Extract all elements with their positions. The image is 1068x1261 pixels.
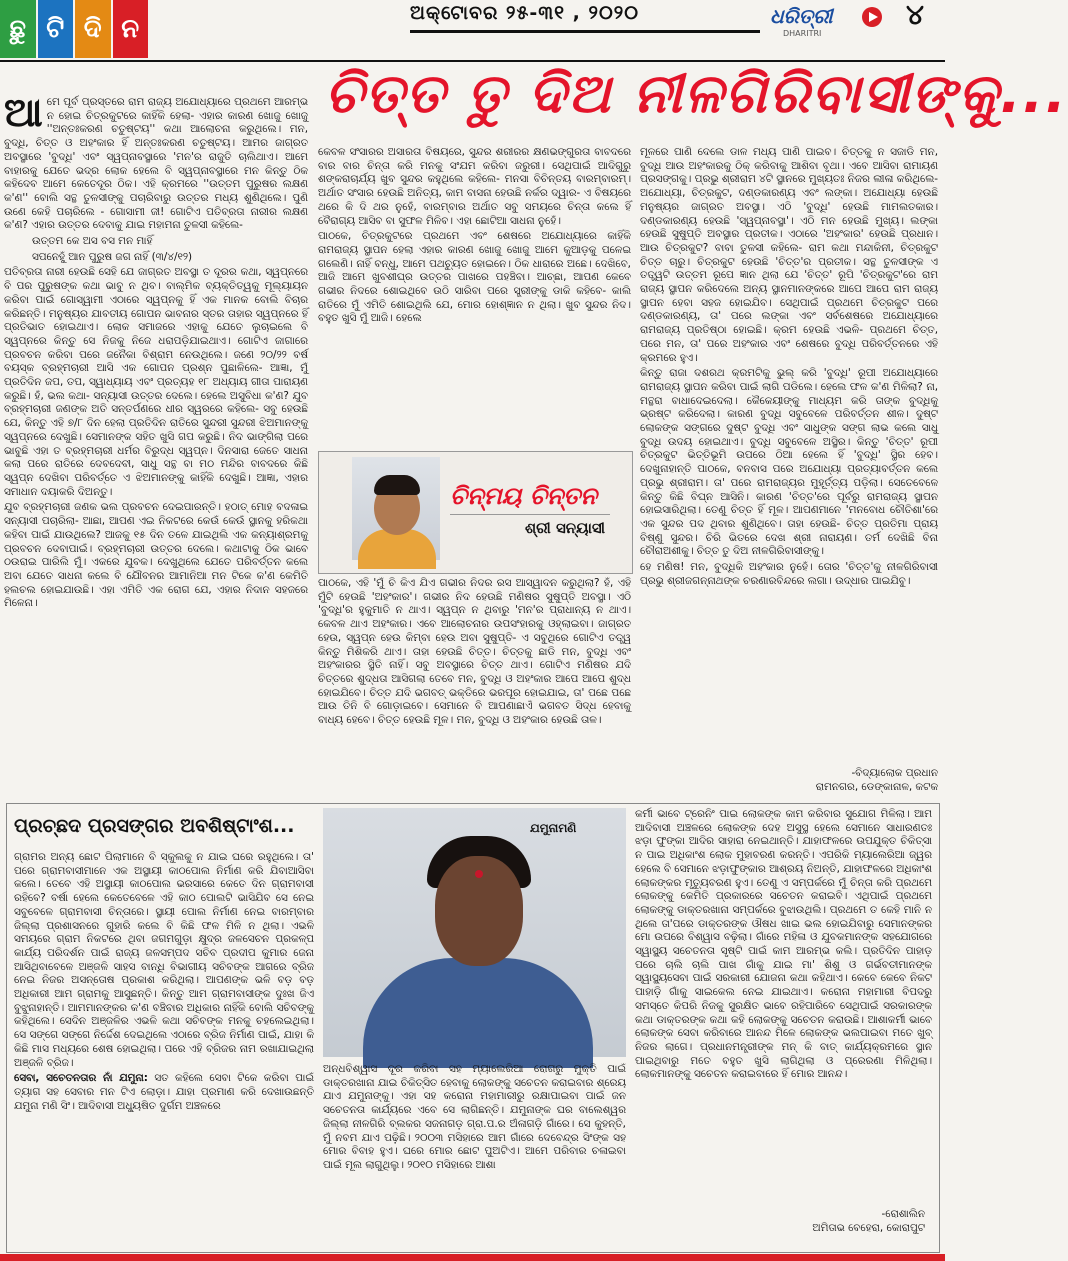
col2-bottom: ପାଠକେ, ଏହି 'ମୁଁ ଚି କିଏ ଯିଏ ଗଭୀର ନିଦର ରସ ଆସ୍ୱାଦନ କରୁଥିଲା? ହଁ, ଏହି ମୁଁଟି ହେଉଛି 'ଅହଂକାର'। ଗଭୀର ନିଦ ହେଉଛି ମଣିଷର ସୁଷୁପ୍ତି ଅବସ୍ଥା। ଏଠି 'ବୁଦ୍ଧି'ର ହୁକୁମାତି ନ ଥାଏ। ସ୍ୱପ୍ନ ନ ଥିବାରୁ 'ମନ'ର ପ୍ରାଧାନ୍ୟ ନ ଥାଏ। କେବଳ ଥାଏ ଅହଂକାର। ଏବେ ଆଲୋଚନାର ଉପସଂହାରକୁ ଓହ୍ଲାଇବା। ଜାଗ୍ରତ ହେଉ, ସ୍ୱପ୍ନ ହେଉ କିମ୍ବା ହେଉ ଅବା ସୁଷୁପ୍ତି- ଏ ସବୁଥିରେ ଗୋଟିଏ ତତ୍ତ୍ୱ କିନ୍ତୁ ମିଶିକରି ଥାଏ। ତାହା ହେଉଛି ଚିତ୍ତ। ଚିତ୍ତକୁ ଛାଡି ମନ, ବୁଦ୍ଧି ଏବଂ ଅହଂକାରର ସ୍ଥିତି ନାହିଁ। ସବୁ ଅବସ୍ଥାରେ ଚିତ୍ତ ଥାଏ। ଗୋଟିଏ ମଣିଷର ଯଦି ଚିତ୍ତରେ ଶୁଦ୍ଧତା ଆସିଗଲା ତେବେ ମନ, ବୁଦ୍ଧି ଓ ଅହଂକାର ଆପେ ଆପେ ଶୁଦ୍ଧ ହୋଇଯିବେ। ଚିତ୍ତ ଯଦି ଭଗବତ୍ ଭକ୍ତିରେ ଭରପୂର ହୋଇଯାଇ, ତା' ପଛେ ପଛେ ଆଉ ତିନି ବି ଗୋଡ଼ାଇବେ। ସେମାନେ ବି ଆପଣାଛାଏଁ ଭଗବତ ସିଦ୍ଧ ହେବାକୁ ବାଧ୍ୟ ହେବେ। ଚିତ୍ତ ହେଉଛି ମୂଳ। ମନ, ବୁଦ୍ଧି ଓ ଅହଂକାର ହେଉଛି ତାଳ। xyxy=(318,577,631,727)
col2-mid: ପାଠକେ, ଚିତ୍ରକୁଟରେ ପ୍ରଥମେ ଏବଂ ଶେଷରେ ଅଯୋଧ୍ୟାରେ କାହିଁକି ରାମରାଜ୍ୟ ସ୍ଥାପନ ହେଲା ଏହାର କାରଣ ଖୋଜୁ ଖୋଜୁ ଆମେ କୁଆଡ଼କୁ ପଳେଇ ଗଲେଣି। ନାହିଁ ବନ୍ଧୁ, ଆମେ ପଥଚ୍ୟୁତ ହୋଇନେ। ଠିକ ଧାରାରେ ଅଛେ। ଦେଖିବେ, ଆଜି ଆମେ ଖୁବଶୀଘ୍ର ଉତ୍ତର ପାଖରେ ପହଞ୍ଚିବା। ଆଚ୍ଛା, ଆପଣ କେବେ ଗଭୀର ନିଦରେ ଶୋଇଥିବେ ଉଠି ସାରିବା ପରେ ସ୍ତ୍ରୀଙ୍କୁ ଡାକି କହିବେ- କାଲି ରାତିରେ ମୁଁ ଏମିତି ଶୋଇଥିଲି ଯେ, ମୋର ହୋଶ୍ଜ୍ଞାନ ନ ଥିଲା। ଖୁବ ସୁନ୍ଦର ନିଦ। ବହୁତ ଖୁସି ମୁଁ ଆଜି। ହେଲେ xyxy=(318,230,631,325)
article-headline: ଚିତ୍ତ ତୁ ଦିଅ ନୀଳଗିରିବାସୀଙ୍କୁ... xyxy=(325,62,1068,125)
article1-signoff xyxy=(640,767,938,794)
logo-letter-4: ନ xyxy=(113,0,151,58)
logo-letter-1: ଛୁ xyxy=(0,0,38,58)
brand-logo: ଧରିତ୍ରୀ xyxy=(770,4,833,28)
drop-cap: ଆ xyxy=(4,89,43,136)
verse-line-1: ଉତ୍ତମ କେ ଅସ ବସ ମନ ମାହିଁ xyxy=(32,235,153,248)
a2-col1: ଗ୍ରାମର ଅନ୍ୟ ଛୋଟ ପିଲାମାନେ ବି ସ୍କୁଲକୁ ନ ଯାଇ ଘରେ ରହୁଥିଲେ। ତା' ପରେ ଗ୍ରାମବାସୀମାନେ ଏକ ଅସ୍ଥାୟୀ କାଠପୋଲ ନିର୍ମାଣ କରି ଯିବାଆସିବା କଲେ। ତେବେ ଏହି ଅସ୍ଥାୟୀ କାଠପୋଲ ଭରସାରେ କେତେ ଦିନ ଗ୍ରାମବାସୀ ରହିବେ? ବର୍ଷା ହେଲେ କେତେବେଳେ ଏହି କାଠ ପୋଲଟି ଭାସିଯିବ ସେ ନେଇ ସବୁବେଳେ ଗ୍ରାମବାସୀ ଚିନ୍ତାରେ। ସ୍ଥାୟୀ ପୋଲ ନିର୍ମାଣ ନେଇ ବାରମ୍ବାର ଜିଲ୍ଲା ପ୍ରଶାସନରେ ଗୁହାରି କଲେ ବି କିଛି ଫଳ ମିଳି ନ ଥିଲା। ଏଭଳି ସମୟରେ ଗ୍ରାମ ନିକଟରେ ଥିବା ଜଗମଗୁଡ଼ା କ୍ଷୁଦ୍ର ଜଳସେଚନ ପ୍ରକଳ୍ପ କାର୍ଯ୍ୟ ପରିଦର୍ଶନ ପାଇଁ ରାଜ୍ୟ ଜଳସମ୍ପଦ ସଚିବ ପ୍ରଦୀପ କୁମାର ଜେନା ଆସିଥିବାବେଳେ ଅଞ୍ଜଳି ସାହସ ବାନ୍ଧି ବିଭାଗୀୟ ସଚିବଙ୍କ ଆଗରେ ବ୍ରିଜ ନେଇ ନିଜର ଅସନ୍ତୋଷ ପ୍ରକାଶ କରିଥିଲା। ଆପଣଙ୍କ ଭଳି ବଡ଼ ବଡ଼ ଅଧିକାରୀ ଆମ ଗ୍ରାମକୁ ଆସୁଛନ୍ତି। କିନ୍ତୁ ଆମ ଗ୍ରାମବାସୀଙ୍କ ଦୁଃଖ ଜିଏ ବୁଝୁନାହାନ୍ତି। ଆମମାନଙ୍କର କ'ଣ ବଞ୍ଚିବାର ଅଧିକାର ନାହିଁକି ବୋଲି ସଚିବଙ୍କୁ କହିଥିଲେ। ସେଦିନ ଅଞ୍ଜଳିର ଏଭଳି କଥା ସଚିବଙ୍କ ମନକୁ ଚହଲେଇଥିଲା। ସେ ସଙ୍ଗେ ସଙ୍ଗେ ନିର୍ଦ୍ଦେଶ ଦେଇଥିଲେ ଏଠାରେ ବ୍ରିଜ ନିର୍ମାଣ ପାଇଁ, ଯାହା କି କିଛି ମାସ ମଧ୍ୟରେ ଶେଷ ହୋଇଥିଲା। ପରେ ଏହି ବ୍ରିଜର ନାମ ରଖାଯାଇଥିଲା ଅଞ୍ଜଳି ବ୍ରିଜ। xyxy=(14,851,314,1069)
article1-author-place: ରାମନଗର, ଡେଙ୍କାନାଳ, କଟକ xyxy=(815,780,938,793)
header-rule xyxy=(410,30,760,33)
col1-end: ଯୁବ ବ୍ରହ୍ମଚାରୀ ଜଣକ ଭଲ ପ୍ରବଚନ ଦେଇପାରନ୍ତି। ହଠାତ୍ ମୋହ ବଦଳାଇ ସନ୍ୟାସୀ ପଚାରିଲା- ଆଛା, ଆପଣ ଏଇ ନିକଟରେ କେଉଁ କେଉଁ ସ୍ଥାନକୁ ହରିକଥା କହିବା ପାଇଁ ଯାଉଥିଲେ? ଆଜକୁ ୧୫ ଦିନ ତଳେ ଯାଇଥିଲି ଏକ କନ୍ୟାଶ୍ରମକୁ ପ୍ରବଚନ ଦେବାପାଇଁ। ବ୍ରହ୍ମଚାରୀ ଉତ୍ତର ଦେଲେ। କଥାଟାକୁ ଠିକ ଭାବେ ଠଉରାଇ ପାରିଲି ମୁଁ। ଏକରେ ଯୁବକ। ଦେଖୁଥିଲେ ଯେତେ ପରିବର୍ତ୍ତନ କଲେ ଅବା ଯେତେ ସାଧନା କଲେ ବି ଯୌବନର ଆମାନିଆ ମନ ଟିକେ କ'ଣ କେମିତି ହଲଚଲ ହୋଇଯାଉଛି। ଏହା ଏମିତି ଏକ ରୋଗ ଯେ, ଏହାର ନିଦାନ ସହଜରେ ମିଳେନା। xyxy=(4,501,308,610)
a2-col2: ଅନ୍ଧବିଶ୍ୱାସ ଦୂର କରିବା ସହ ମ୍ୟାଲେରିଆ ରୋଗରୁ ମୁକ୍ତି ପାଇଁ ଡାକ୍ତରଖାନା ଯାଇ ଚିକିତ୍ସିତ ହେବାକୁ ଲୋକଙ୍କୁ ସଚେତନ କରାଇବାର ଶ୍ରେୟ ଯାଏ ଯମୁନାଙ୍କୁ। ଏହା ସହ କରୋନା ମହାମାରୀରୁ ରକ୍ଷାପାଇବା ପାଇଁ ଜନ ସଚେତନତା କାର୍ଯ୍ୟରେ ଏବେ ସେ ଲାଗିଛନ୍ତି। ଯମୁନାଙ୍କ ଘର ବାଲେଶ୍ୱର ଜିଲ୍ଲା ନୀଳଗିରି ବ୍ଲକର ସଜନାଗଡ଼ ଗ୍ରା.ପ.ର ଅଁଳାଗଡ଼ି ଗାଁରେ। ସେ କୁହନ୍ତି, ମୁଁ ନବମ ଯାଏ ପଢ଼ିଛି। ୨୦୦୩ ମସିହାରେ ଆମ ଗାଁରେ ଦେବେନ୍ଦ୍ର ସିଂଙ୍କ ସହ ମୋର ବିବାହ ହୁଏ। ଘରେ ମୋର ଛୋଟ ପୁଅଟିଏ। ଆମେ ପରିବାର ଚଳାଇବା ପାଇଁ ମୂଲ ଲାଗୁଥିଲୁ। ୨୦୧୦ ମସିହାରେ ଆଶା xyxy=(323,1063,626,1171)
verse-line-2: ସପନେହୁଁ ଆନ ପୁରୁଷ ଜଗ ନାହିଁ (୩/୪/୧୨) xyxy=(32,250,193,263)
a2-col3: କର୍ମୀ ଭାବେ ଟ୍ରେନିଂ ପାଇ ଲୋକଙ୍କ କାମ କରିବାର ସୁଯୋଗ ମିଳିଲା। ଆମ ଆଦିବାସୀ ଅଞ୍ଚଳରେ ଲୋକଙ୍କ ଦେହ ଅସୁସ୍ଥ ହେଲେ ସେମାନେ ସାଧାରଣତଃ ଝଡ଼ା ଫୁଙ୍କା ଆଦିର ସାହାରା ନେଇଥାନ୍ତି। ଯାହାଫଳରେ ଉପଯୁକ୍ତ ଚିକିତ୍ସା ନ ପାଇ ଅଧିକାଂଶ ଲୋକ ମୁହାବରଣ କରନ୍ତି। ଏପରିକି ମ୍ୟାଲେରିଆ ଜ୍ୱର ହେଲେ ବି ସେମାନେ ଝଡ଼ାଫୁଙ୍କାର ଆଶ୍ରୟ ନିଅନ୍ତି, ଯାହାଫଳରେ ଅଧିକାଂଶ ଲୋକଙ୍କର ମୃତ୍ୟୁବରଣ ହୁଏ। ତେଣୁ ଏ ସମ୍ପର୍କରେ ମୁଁ ଚିନ୍ତା କରି ପ୍ରଥମେ ଲୋକଙ୍କୁ କେମିତି ପ୍ରକାରରେ ସଚେତନ କରାଇବି। ଏଥିପାଇଁ ପ୍ରଥମେ ଲୋକଙ୍କୁ ଡାକ୍ତରଖାନା ସମ୍ପର୍କରେ ବୁଝାଉଥିଲି। ପ୍ରଥମେ ତ କେହି ମାନି ନ ଥିଲେ ତା'ପରେ ଡାକ୍ତରଙ୍କ ଔଷଧ ଖାଇ ଭଲ ହୋଇଯିବାରୁ ସେମାନଙ୍କର ମୋ ଉପରେ ବିଶ୍ୱାସ ବଢ଼ିଲା। ଗାଁରେ ମହିଳା ଓ ଯୁବକମାନଙ୍କ ସହଯୋଗରେ ସ୍ୱାସ୍ଥ୍ୟ ସଚେତନତା ସୃଷ୍ଟି ପାଇଁ କାମ ଆରମ୍ଭ କଲି। ପ୍ରତିଦିନ ପାହାଡ଼ ପରେ ଚାଲି ଚାଲି ପାଖ ଗାଁକୁ ଯାଇ ମା' ଶିଶୁ ଓ ଗର୍ଭବତୀମାନଙ୍କ ସ୍ୱାସ୍ଥ୍ୟସେବା ପାଇଁ ସରକାରୀ ଯୋଜନା କଥା କହିଥାଏ। କେବେ କେବେ ନିକଟ ପାହାଡ଼ି ଗାଁକୁ ସାଇକେଲ ନେଇ ଯାଇଥାଏ। କରୋନା ମହାମାରୀ ବିପଦରୁ ସମସ୍ତେ କିପରି ନିଜକୁ ସୁରକ୍ଷିତ ଭାବେ ରହିପାରିବେ ସେଥିପାଇଁ ସରକାରଙ୍କ କଥା ଡାକ୍ତରଙ୍କ କଥା କହି ଲୋକଙ୍କୁ ସଚେତନ କରାଉଛି। ଆଶାକର୍ମୀ ଭାବେ ଲୋକଙ୍କ ସେବା କରିବାରେ ଆନନ୍ଦ ମିଳେ ଲୋକଙ୍କ ଭଲପାଇବା ମତେ ଖୁବ୍ ନିଜର ଲାଗେ। ପ୍ରଧାନମନ୍ତ୍ରୀଙ୍କ ମନ୍ କି ବାତ୍ କାର୍ଯ୍ୟକ୍ରମରେ ସ୍ଥାନ ପାଇଥିବାରୁ ମତେ ବହୁତ ଖୁସି ଲାଗିଥିଲା ଓ ପ୍ରେରଣା ମିଳିଥିଲା। ଲୋକମାନଙ୍କୁ ସଚେତନ କରାଇବାରେ ହିଁ ମୋର ଆନନ୍ଦ। xyxy=(635,808,932,1081)
article2-column-2 xyxy=(323,1063,626,1248)
article2-author-name: -ରୋଶାଲିନ xyxy=(881,1208,925,1220)
author-photo xyxy=(352,457,440,560)
article1-column-1 xyxy=(4,89,308,793)
a2-col1-end: ସତ କହିଲେ ସେବା ଟିକେ କରିବା ପାଇଁ ତ୍ୟାଗ ସହ ସେବାର ମନ ଟିଏ ଲୋଡ଼ା। ଯାହା ପ୍ରମାଣ କରି ଦେଖାଉଛନ୍ତି ଯମୁନା ମଣି ସିଂ। ଆଦିବାସୀ ଅଧ୍ୟୁଷିତ ଦୁର୍ଗମ ଅଞ୍ଚଳରେ xyxy=(14,1072,314,1112)
photo-caption: ଯମୁନାମଣି xyxy=(530,821,577,835)
logo-letter-3: ଦି xyxy=(75,0,113,58)
logo-letter-2: ଟି xyxy=(38,0,76,58)
col2-top: କେବଳ ସଂସାରର ଅସାରତା ବିଷୟରେ, ସୁନ୍ଦର ଶରୀରର କ୍ଷଣଭଙ୍ଗୁରତା ବାବଦରେ ବାର ବାର ଚିନ୍ତା କରି ମନକୁ ସଂଯମ କରିବା ଜରୁରୀ। ସେଥିପାଇଁ ଆଦିଗୁରୁ ଶଙ୍କରାଚାର୍ଯ୍ୟ ଖୁବ ସୁନ୍ଦର କହୁଥିଲେ କହିଲେ- ମନସା ବିଚିନ୍ତୟ ବାରମ୍ବାରମ୍। ଅର୍ଥାତ ସଂସାର ହେଉଛି ଅନିତ୍ୟ, କାମ ବାସନା ହେଉଛି ନର୍କର ଦ୍ୱାର- ଏ ବିଷୟରେ ଥରେ କି ଦି ଥର ନୁହେଁ, ବାରମ୍ବାର ଅର୍ଥାତ ସବୁ ସମୟରେ ଚିନ୍ତା କଲେ ହିଁ ବୈରାଗ୍ୟ ଆସିବ ବା ସୁଫଳ ମିଳିବ। ଏହା ଛୋଟିଆ ସାଧନା ନୁହେଁ। xyxy=(318,146,631,227)
article2-column-3 xyxy=(635,808,932,1206)
article1-column-2-bottom xyxy=(318,577,631,793)
col3-bottom: କିନ୍ତୁ ରାଜା ଦଶରଥ କ୍ରମଟିକୁ ଭୁଲ୍ କରି 'ବୁଦ୍ଧି' ରୂପୀ ଅଯୋଧ୍ୟାରେ ରାମରାଜ୍ୟ ସ୍ଥାପନ କରିବା ପାଇଁ ଲାଗି ପଡିଲେ। ହେଲେ ଫଳ କ'ଣ ମିଳିଲା? ନା, ମନ୍ଥରା ବାଧାଦେଇଦେଲା। କୈକେୟୀଙ୍କୁ ମାଧ୍ୟମ କରି ତାଙ୍କ ବୁଦ୍ଧିକୁ ଭ୍ରଷ୍ଟ କରିଦେଲା। କାରଣ ବୁଦ୍ଧି ସବୁବେଳେ ପରିବର୍ତ୍ତନ ଶୀଳ। ଦୁଷ୍ଟ ଲୋକଙ୍କ ସଙ୍ଗରେ ଦୁଷ୍ଟ ବୁଦ୍ଧି ଏବଂ ସାଧୁଙ୍କ ସଙ୍ଗ ଲାଭ କଲେ ସାଧୁ ବୁଦ୍ଧି ଉଦୟ ହୋଇଥାଏ। ବୁଦ୍ଧି ସବୁବେଳେ ଅସ୍ଥିର। କିନ୍ତୁ 'ଚିତ୍ତ' ରୂପୀ ଚିତ୍ରକୁଟ ଭିତ୍ତିଭୂମି ଉପରେ ଠିଆ ହେଲେ ହିଁ 'ବୁଦ୍ଧି' ସ୍ଥିର ହେବ। ଦେଖୁନାହାନ୍ତି ପାଠକେ, ବନବାସ ପରେ ଅଯୋଧ୍ୟା ପ୍ରତ୍ୟାବର୍ତ୍ତନ କଲେ ପ୍ରଭୁ ଶ୍ରୀରାମ। ତା' ପରେ ରାମରାଜ୍ୟର ମୁହୂର୍ତ୍ତ୍ୟ ପଡ଼ିଲା। ସେତେବେଳେ କିନ୍ତୁ କିଛି ବିଘ୍ନ ଆସିନି। କାରଣ 'ଚିତ୍ତ'ରେ ପୂର୍ବରୁ ରାମରାଜ୍ୟ ସ୍ଥାପନ ହୋଇସାରିଥିଲା। ତେଣୁ ଚିତ୍ତ ହିଁ ମୂଳ। ଆପଣମାନେ 'ମନବୋଧ ଚୌତିଶା'ରେ ଏକ ସୁନ୍ଦର ପଦ ଥିବାର ଶୁଣିଥିବେ। ତାହା ହେଉଛି- ଚିତ୍ତ ପ୍ରତିମା ପ୍ରାୟ ବିଷ୍ଣୁ ସୁନ୍ଦର। ଚିରି ଭିତରେ ଦେଖ ଶ୍ରୀ ନାରାୟଣ। ତର୍ମ ଦେଖିଛି ବିନା ଚୌରାଅଶୀକୁ। ଚିତ୍ତ ତୁ ଦିଅ ନୀଳଗିରିବାସୀଙ୍କୁ। xyxy=(640,367,938,558)
column-author: ଶ୍ରୀ ସନ୍ୟାସୀ xyxy=(525,519,605,537)
col1-intro: ମେ ପୂର୍ବ ପ୍ରସ୍ତରେ ରାମ ରାଜ୍ୟ ଅଯୋଧ୍ୟାରେ ପ୍ରଥମେ ଆରମ୍ଭ ନ ହୋଇ ଚିତ୍ରକୁଟରେ କାହିଁକି ହେଲା- ଏହାର କାରଣ ଖୋଜୁ ଖୋଜୁ ''ଅନ୍ତଃକରଣ ଚତୁଷ୍ଟୟ'' କଥା ଆଲୋଚନା କରୁଥିଲେ। ମନ, ବୁଦ୍ଧି, ଚିତ୍ତ ଓ ଅହଂକାର ହିଁ ଅନ୍ତଃକରଣ ଚତୁଷ୍ଟୟ। ଆମର ଜାଗ୍ରତ ଅବସ୍ଥାରେ 'ବୁଦ୍ଧି' ଏବଂ ସ୍ୱପ୍ନାବସ୍ଥାରେ 'ମନ'ର ରାଜୁତି ଚାଲିଥାଏ। ଆମେ ବାହାରକୁ ଯେତେ ଭଦ୍ର ଲୋକ ହେଲେ ବି ସ୍ୱପ୍ନାବସ୍ଥାରେ ମନ କିନ୍ତୁ ଠିକ କହିଦେବ ଆମେ କେତେଦୂର ଠିକ। ଏହି କ୍ରମରେ ''ଉତ୍ତମ ପୁରୁଷର ଲକ୍ଷଣ କ'ଣ'' ବୋଲି ସନ୍ଥ ତୁଳସୀଙ୍କୁ ପଚାରିବାରୁ ଉତ୍ତର ମଧ୍ୟ ଶୁଣିଥିଲେ। ପୁଣି ଉଣେ କେହି ପଚାରିଲେ - ଗୋସାମୀ ଜୀ! ଗୋଟିଏ ପତିବ୍ରତା ନାରୀର ଲକ୍ଷଣ କ'ଣ? ଏହାର ଉତ୍ତର ଦେବାକୁ ଯାଇ ମହାମନା ତୁଳସୀ କହିଲେ- xyxy=(4,96,308,232)
article1-author-name: -ବିଦ୍ୟାଲୋକ ପ୍ରଧାନ xyxy=(851,767,938,779)
play-icon[interactable] xyxy=(862,7,882,27)
article1-column-2-top xyxy=(318,146,631,448)
a2-sub-heading: ସେବା, ସଚେତନତାର ନାଁ ଯମୁନା: xyxy=(14,1072,148,1085)
col1-body: ପତିବ୍ରତା ନାରୀ ହେଉଛି ସେହି ଯେ ଜାଗ୍ରତ ଅବସ୍ଥା ତ ଦୂରର କଥା, ସ୍ୱପ୍ନରେ ବି ପର ପୁରୁଷଙ୍କ କଥା ଭାବୁ ନ ଥିବ। ବାଲ୍ମିକ ବ୍ୟକ୍ତିତ୍ୱକୁ ମୂଲ୍ୟାୟନ କରିବା ପାଇଁ ଗୋସ୍ୱାମୀ ଏଠାରେ ସ୍ୱପ୍ନକୁ ହିଁ ଏକ ମାନକ ବୋଲି ବିଚାର କରିଛନ୍ତି। ମନୁଷ୍ୟର ଯାବତୀୟ ଗୋପନ ଭାବନାର ସ୍ତର ତାହାର ସ୍ୱପ୍ନରେ ହିଁ ପ୍ରତିଭାତ ହୋଇଥାଏ। ଲୋକ ସମାଜରେ ଏହାକୁ ଯେତେ ଲୁଚାଇଲେ ବି ସ୍ୱପ୍ନରେ କିନ୍ତୁ ସେ ନିଜକୁ ନିଜେ ଧରାପଡ଼ିଯାଇଥାଏ। ଗୋଟିଏ ଜାଗାରେ ପ୍ରବଚନ କରିବା ପରେ ଜନୈକା ବିଶ୍ରାମ ନେଉଥିଲେ। ଜଣେ ୨୦/୨୨ ବର୍ଷ ବୟସ୍କ ବ୍ରହ୍ମଚାରୀ ଆସି ଏକ ଗୋପନ ପ୍ରଶ୍ନ ପୁଛାଳିଲେ- ଆଜ୍ଞା, ମୁଁ ପ୍ରତିଦିନ ଜପ, ତପ, ସ୍ୱାଧ୍ୟାୟ ଏବଂ ପ୍ରତ୍ୟହ ୧୮ ଅଧ୍ୟାୟ ଗୀତା ପାରାୟଣ କରୁଛି। ହଁ, ଭଲ କଥା- ସନ୍ୟାସୀ ଉତ୍ତର ଦେଲେ। ହେଲେ ଅସୁବିଧା କ'ଣ? ଯୁବ ବ୍ରହ୍ମଚାରୀ ଜଣଙ୍କ ଅତି ସନ୍ତର୍ପଣରେ ଧୀର ସ୍ୱରରେ କହିଲେ- ସବୁ ହେଉଛି ଯେ, କିନ୍ତୁ ଏହି ୭/୮ ଦିନ ହେଲା ପ୍ରତିଦିନ ରାତିରେ ସୁନ୍ଦରୀ ସୁନ୍ଦରୀ ଝିଅମାନଙ୍କୁ ସ୍ୱପ୍ନରେ ଦେଖୁଛି। ସେମାନଙ୍କ ସହିତ ଖୁସି ଗପ କରୁଛି। ନିଦ ଭାଙ୍ଗିଲା ପରେ ଭାବୁଛି ଏହା ତ ବ୍ରହ୍ମଚାରୀ ଧର୍ମର ବିରୁଦ୍ଧ ସ୍ୱପ୍ନ। ଦିନସାରା ଜେତେ ସାଧନା କଲା ପରେ ରାତିରେ ଦେବଦେବୀ, ସାଧୁ ସନ୍ଥ ବା ମଠ ମନ୍ଦିର ବାବଦରେ କିଛି ସ୍ୱପ୍ନ ଦେଖିବା ପରିବର୍ତ୍ତେ ଏ ଝିଅମାନଙ୍କୁ କାହିଁକି ଦେଖୁଛି। ଆଜ୍ଞା, ଏହାର ସମାଧାନ ଦୟାକରି ଦିଅନ୍ତୁ। xyxy=(4,266,308,498)
article1-column-3 xyxy=(640,146,938,768)
issue-date: ଅକ୍ଟୋବର ୨୫-୩୧ , ୨୦୨୦ xyxy=(410,2,639,24)
col3-close: ହେ ମଣିଷ! ମନ, ବୁଦ୍ଧିକି ଅହଂକାର ନୁହେଁ। ତୋର 'ଚିତ୍ତ'କୁ ନୀଳଗିରିବାସୀ ପ୍ରଭୁ ଶ୍ରୀଜଗନ୍ନାଥଙ୍କ ଚରଣାରବିନ୍ଦରେ ଲଗା। ଉଦ୍ଧାର ପାଇଯିବୁ। xyxy=(640,561,938,587)
article2-signoff xyxy=(635,1208,925,1235)
article2-column-1 xyxy=(14,851,314,1248)
page-number: ୪ xyxy=(906,0,924,31)
yamuna-photo xyxy=(323,808,626,1057)
section-logo xyxy=(0,0,150,58)
article2-author-place: ଅମିତାଭ ବେହେରା, କୋରାପୁଟ xyxy=(812,1221,925,1234)
brand-subtitle: DHARITRI xyxy=(783,29,822,38)
article2-title: ପ୍ରଚ୍ଛଦ ପ୍ରସଙ୍ଗର ଅବଶିଷ୍ଟାଂଶ... xyxy=(14,815,295,837)
col3-top: ମୂଳରେ ପାଣି ଦେଲେ ଡାଳ ମଧ୍ୟ ପାଣି ପାଇବ। ଚିତ୍ତକୁ ନ ସଜାଡି ମନ, ବୁଦ୍ଧି ଆଉ ଅହଂକାରକୁ ଠିକ୍ କରିବାକୁ ଆଶିବା ବୃଥା। ଏବେ ଆସିବା ରାମାୟଣ ପ୍ରସଙ୍ଗକୁ। ପ୍ରଭୁ ଶ୍ରୀରାମ ୪ଟି ସ୍ଥାନରେ ମୁଖ୍ୟତଃ ନିଜର ଲୀଳା କରିଥିଲେ- ଅଯୋଧ୍ୟା, ଚିତ୍ରକୁଟ, ଦଣ୍ଡକାରଣ୍ୟ ଏବଂ ଲଙ୍କା। ଅଯୋଧ୍ୟା ହେଉଛି ମନୁଷ୍ୟର ଜାଗ୍ରତ ଅବସ୍ଥା। ଏଠି 'ବୁଦ୍ଧି' ହେଉଛି ମାମଲତକାର। ଦଣ୍ଡକାରଣ୍ୟ ହେଉଛି 'ସ୍ୱପ୍ନାବସ୍ଥା'। ଏଠି ମନ ହେଉଛି ମୁଖ୍ୟ। ଲଙ୍କା ହେଉଛି ସୁଷୁପ୍ତି ଅବସ୍ଥାର ପ୍ରତୀକ। ଏଠାରେ 'ଅହଂକାର' ହେଉଛି ପ୍ରଧାନ। ଆଉ ଚିତ୍ରକୁଟ? ବାବା ତୁଳସୀ କହିଲେ- ରାମ କଥା ମନ୍ଦାକିନୀ, ଚିତ୍ରକୁଟ ଚିତ୍ତ ଚାରୁ। ଚିତ୍ରକୁଟ ହେଉଛି 'ଚିତ୍ତ'ର ପ୍ରତୀକ। ସନ୍ଥ ତୁଳସୀଙ୍କ ଏ ତତ୍ତ୍ୱଟି ଉତ୍ତମ ରୂପେ ଜ୍ଞାନ ଥିଲା ଯେ 'ଚିତ୍ତ' ରୂପି 'ଚିତ୍ରକୁଟ'ରେ ରାମ ରାଜ୍ୟ ସ୍ଥାପନ କରିଦେଲେ ଅନ୍ୟ ସ୍ଥାନମାନଙ୍କରେ ଆପେ ଆପେ ରାମ ରାଜ୍ୟ ସ୍ଥାପନ ହେବା ସହଜ ହୋଇଯିବ। ସେଥିପାଇଁ ପ୍ରଥମେ ଚିତ୍ରକୁଟ ପରେ ଦଣ୍ଡକାରଣ୍ୟ, ତା' ପରେ ଲଙ୍କା ଏବଂ ସର୍ବଶେଷରେ ଅଯୋଧ୍ୟାରେ ରାମରାଜ୍ୟ ପ୍ରତିଷ୍ଠା ହୋଇଛି। କ୍ରମ ହେଉଛି ଏଭଳି- ପ୍ରଥମେ ଚିତ୍ତ, ପରେ ମନ, ତା' ପରେ ଅହଂକାର ଏବଂ ଶେଷରେ ବୁଦ୍ଧି ପରିବର୍ତ୍ତନରେ ଏହି କ୍ରମରେ ହୁଏ। xyxy=(640,146,938,364)
column-title-rule xyxy=(450,514,610,515)
column-title: ଚିନ୍ମୟ ଚିନ୍ତନ xyxy=(450,482,597,510)
footer-bar xyxy=(0,1254,945,1261)
